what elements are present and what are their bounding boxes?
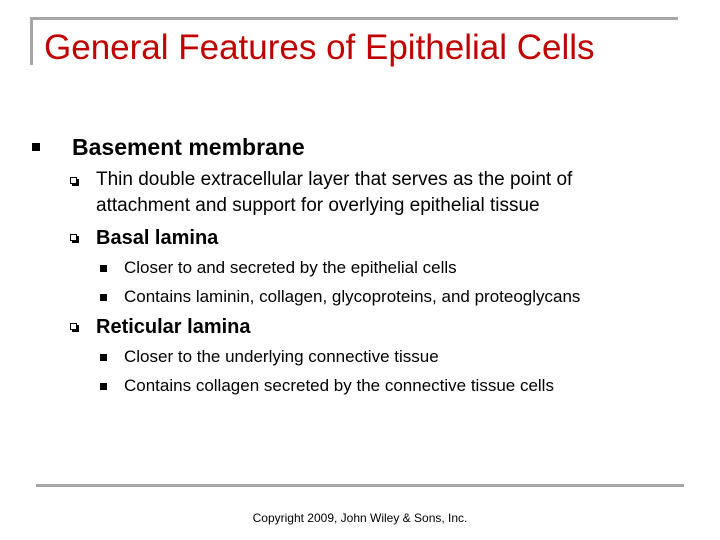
footer-copyright: Copyright 2009, John Wiley & Sons, Inc. (252, 511, 468, 525)
bullet-basal-contains: Contains laminin, collagen, glycoproteins, and proteoglycans (124, 287, 581, 306)
square-bullet-icon (100, 294, 107, 301)
hollow-square-bullet-icon (70, 323, 77, 330)
bullet-thin-layer-line1: Thin double extracellular layer that serves as the point of (96, 169, 573, 190)
square-bullet-icon (32, 143, 40, 151)
hollow-square-bullet-icon (70, 234, 77, 241)
bullet-basal-lamina: Basal lamina (96, 227, 219, 249)
title-frame-left-rule (30, 17, 33, 65)
bullet-thin-layer-line2: attachment and support for overlying epithelial tissue (96, 195, 540, 216)
square-bullet-icon (100, 383, 107, 390)
square-bullet-icon (100, 354, 107, 361)
hollow-square-bullet-icon (70, 177, 77, 184)
bullet-basement-membrane: Basement membrane (72, 134, 305, 160)
slide-title: General Features of Epithelial Cells (44, 28, 595, 67)
bullet-reticular-contains: Contains collagen secreted by the connective tissue cells (124, 376, 554, 395)
bullet-reticular-closer: Closer to the underlying connective tissue (124, 347, 439, 366)
bullet-reticular-lamina: Reticular lamina (96, 316, 251, 338)
title-frame-top-rule (30, 17, 678, 20)
bullet-basal-closer: Closer to and secreted by the epithelial cells (124, 258, 457, 277)
square-bullet-icon (100, 265, 107, 272)
footer-rule (36, 484, 684, 487)
